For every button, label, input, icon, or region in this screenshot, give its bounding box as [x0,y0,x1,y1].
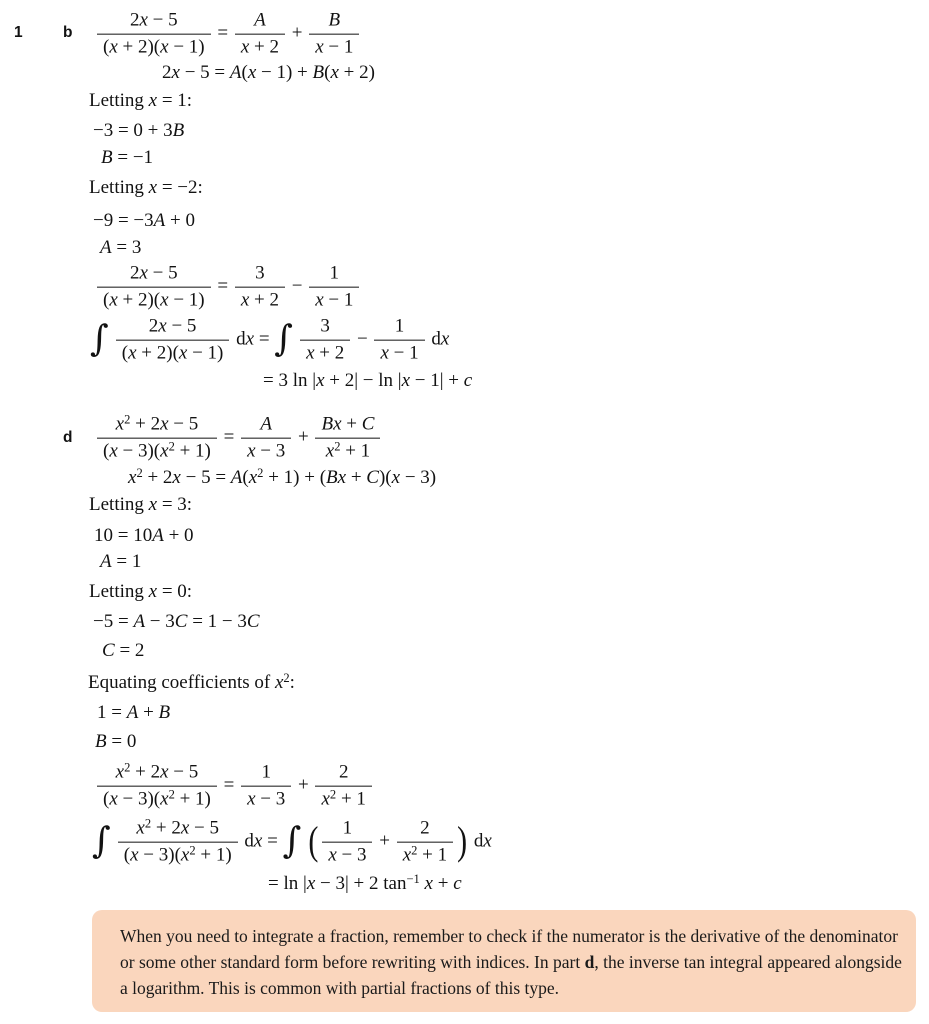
math-line-d-B-value [95,730,136,754]
fraction [97,762,217,811]
fraction-denominator [235,35,285,59]
fraction-numerator [309,263,359,288]
fraction-numerator [315,414,380,439]
math-text: (x + 2)(x − 1) [103,36,205,58]
big-close-paren: ) [457,819,468,864]
fraction-denominator [374,341,424,365]
integral-sign: ∫ [90,319,109,360]
math-text: 1 = A + B [97,702,171,724]
math-line-b-decomposition [95,263,361,312]
math-line-b-letting-x-1 [89,89,192,113]
math-text: 1 [394,315,405,337]
math-text: = [212,276,233,298]
fraction-numerator [397,818,453,843]
fraction [397,818,453,867]
fraction-denominator [97,35,211,59]
math-text: $x^2 + 2x - 5$ [115,761,199,783]
fraction-denominator [300,341,350,365]
math-text: Letting x = −2: [89,177,203,199]
question-number: 1 [14,24,23,41]
math-text: (x + 2)(x − 1) [103,289,205,311]
fraction [315,762,371,811]
fraction [374,316,424,365]
fraction [97,414,217,463]
fraction-denominator [322,843,372,867]
math-text: x − 3 [328,844,367,866]
math-text: −3 = 0 + 3B [93,120,185,142]
math-text: x + 2 [240,289,279,311]
math-line-b-B-value [101,146,153,170]
math-text: 3 [320,315,330,337]
math-text: Bx + C [321,413,375,435]
math-line-d-letting-x-3 [89,493,192,517]
fraction-numerator [309,10,359,35]
math-text: 2x − 5 [129,262,178,284]
math-text: 3 [255,262,265,284]
math-text: Letting x = 1: [89,90,193,112]
integral-sign: ∫ [274,319,294,360]
fraction-denominator [309,35,359,59]
math-line-b-identity [162,61,375,85]
math-text: $x^2 + 1$ [321,787,366,810]
math-text: 1 [329,262,340,284]
math-text: x − 1 [315,289,354,311]
fraction-denominator [97,439,217,463]
fraction [116,316,230,365]
tip-box [92,910,916,1012]
math-line-d-coeff-eq [97,701,170,725]
math-text: dx = [239,831,283,853]
fraction-numerator [97,762,217,787]
part-b-label: b [63,24,73,41]
math-text: B = −1 [101,147,154,169]
math-text: A [260,413,272,435]
fraction-denominator [241,439,291,463]
fraction [235,10,285,59]
math-text: − [352,329,373,351]
math-text: A [254,9,266,31]
fraction [118,818,238,867]
math-line-b-result [263,369,472,393]
fraction [309,10,359,59]
math-text: B [328,9,341,31]
math-text: 2x − 5 [148,315,197,337]
math-text: $x^2 + 2x - 5$ [115,413,199,435]
math-text: A = 3 [100,237,142,259]
fraction-denominator [97,787,217,811]
math-text: $(x - 3)(x^2 + 1)$ [123,843,232,866]
math-line-b-letting-x-minus2 [89,176,203,200]
math-line-b-sub-2 [93,209,195,233]
math-line-d-setup [95,414,382,463]
part-d-label: d [63,429,73,446]
math-text: −9 = −3A + 0 [93,210,195,232]
math-text: x − 1 [315,36,354,58]
math-text: $(x - 3)(x^2 + 1)$ [103,787,211,810]
fraction-denominator [235,288,285,312]
fraction [241,414,291,463]
math-line-d-sub-0 [93,610,260,634]
math-text: dx = [231,329,275,351]
math-text: 2x − 5 = A(x − 1) + B(x + 2) [162,62,375,84]
math-text: x + 2 [306,342,345,364]
fraction [315,414,380,463]
math-line-d-sub-3 [94,524,194,548]
fraction [235,263,285,312]
math-text: 10 = 10A + 0 [94,525,194,547]
math-text: dx [469,831,492,853]
math-line-d-equating [88,671,295,695]
fraction-denominator [116,341,230,365]
math-text: = [218,427,240,449]
math-text: = 3 ln |x + 2| − ln |x − 1| + c [263,370,473,392]
math-text: = [212,23,233,45]
fraction-numerator [322,818,372,843]
fraction-numerator [235,10,285,35]
math-line-b-integral [90,316,449,365]
math-text: Letting x = 0: [89,581,193,603]
fraction-numerator [118,818,238,843]
math-text: + [293,427,314,449]
integral-sign: ∫ [92,821,111,862]
math-text: B = 0 [95,731,137,753]
math-text: C = 2 [102,640,145,662]
math-text: = [218,775,240,797]
math-text: x − 3 [247,788,286,810]
math-text: + [374,831,395,853]
math-line-b-sub-1 [93,119,184,143]
math-text: + [287,23,308,45]
math-text: + [293,775,314,797]
fraction-numerator [374,316,424,341]
math-text: A = 1 [100,551,142,573]
fraction [309,263,359,312]
fraction-denominator [315,787,371,811]
fraction-numerator [300,316,350,341]
fraction-numerator [116,316,230,341]
math-text: $x^2 + 2x - 5 = A(x^2 + 1) + (Bx + C)(x - 3)$ [128,466,437,489]
math-text: Letting x = 3: [89,494,193,516]
fraction-denominator [97,288,211,312]
math-text: 2 [420,817,430,839]
math-text: = ln |x − 3| + 2 $\tan^{-1} x + c$ [268,872,462,895]
math-text: When you need to integrate a fraction, remember to check if the numerator is the derivative of the denominator or some other standard form before rewriting with indices. In part d, the inverse tan integral appeared alongside a logarithm. This is common with partial fractions of this type. [120,926,902,998]
math-text: 2 [338,761,349,783]
math-text: 1 [342,817,353,839]
math-text: x − 3 [247,440,286,462]
fraction-numerator [241,414,291,439]
math-text: x − 1 [380,342,419,364]
math-text: $x^2 + 1$ [325,439,371,462]
fraction-denominator [315,439,380,463]
math-text: $(x - 3)(x^2 + 1)$ [103,439,211,462]
math-text: −5 = A − 3C = 1 − 3C [93,611,260,633]
fraction-denominator [309,288,359,312]
math-text: $x^2 + 2x - 5$ [136,817,219,839]
math-line-d-A-value [100,550,141,574]
math-line-b-A-value [100,236,141,260]
fraction [300,316,350,365]
math-line-b-setup [95,10,361,59]
math-line-d-identity [128,466,436,490]
math-text: 2x − 5 [129,9,178,31]
math-text: 1 [261,761,271,783]
math-line-d-letting-x-0 [89,580,192,604]
math-text: x + 2 [240,36,279,58]
fraction-denominator [241,787,291,811]
math-line-d-decomposition [95,762,374,811]
math-text: dx [426,329,450,351]
math-line-d-C-value [102,639,144,663]
fraction-numerator [97,10,211,35]
fraction-numerator [97,263,211,288]
math-text: Equating coefficients of $x^2$: [88,671,295,694]
math-text: $x^2 + 1$ [402,843,448,866]
math-line-d-integral [92,818,492,867]
fraction-numerator [315,762,371,787]
fraction [97,263,211,312]
big-open-paren: ( [308,819,319,864]
math-text: (x + 2)(x − 1) [121,342,224,364]
fraction [97,10,211,59]
fraction-numerator [97,414,217,439]
fraction [241,762,291,811]
fraction [322,818,372,867]
fraction-numerator [235,263,285,288]
integral-sign: ∫ [282,821,302,862]
fraction-denominator [397,843,453,867]
math-line-d-result [268,872,462,896]
fraction-numerator [241,762,291,787]
math-text: − [287,276,308,298]
fraction-denominator [118,843,238,867]
